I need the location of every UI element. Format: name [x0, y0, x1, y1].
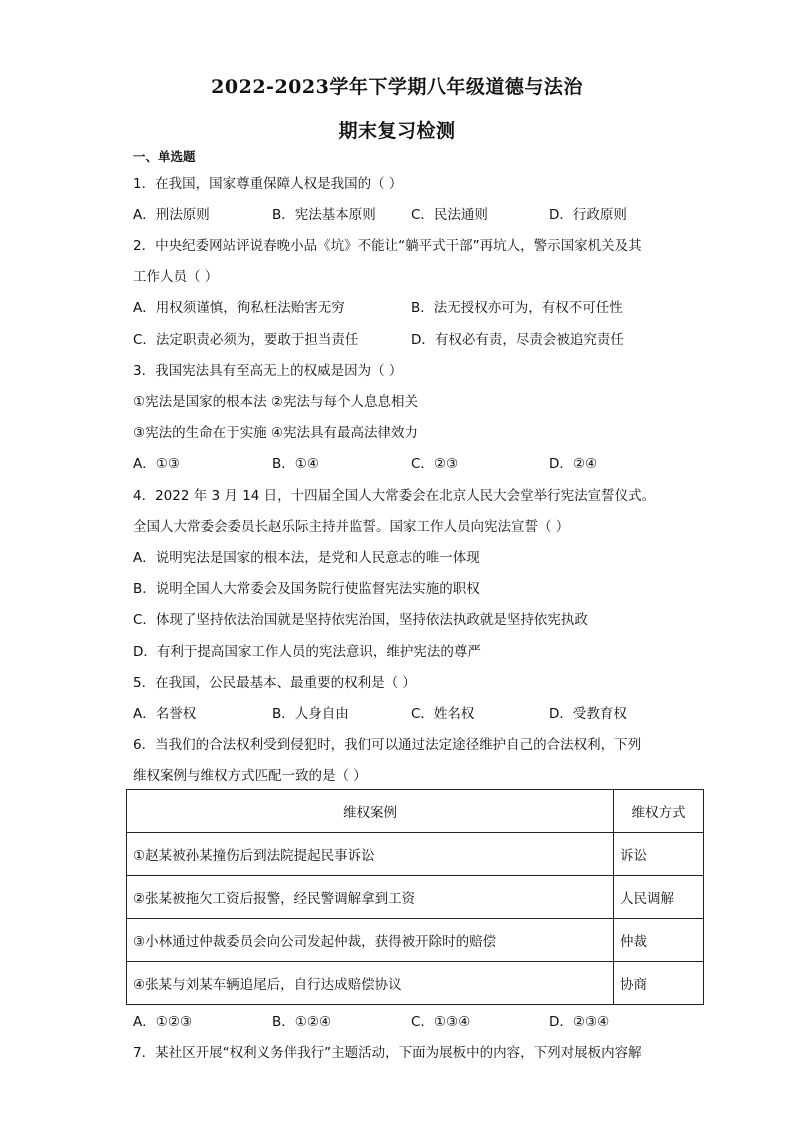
question-2-stem-line1: 2．中央纪委网站评说春晚小品《坑》不能让“躺平式干部”再坑人，警示国家机关及其	[133, 238, 642, 254]
q1-option-b: B．宪法基本原则	[272, 207, 376, 223]
section-heading: 一、单选题	[133, 149, 196, 164]
q4-option-d: D．有利于提高国家工作人员的宪法意识，维护宪法的尊严	[133, 644, 481, 660]
table-cell-method: 仲裁	[614, 919, 704, 962]
q2-option-d: D．有权必有责，尽责会被追究责任	[411, 332, 624, 348]
table-cell-method: 诉讼	[614, 833, 704, 876]
table-row	[127, 833, 704, 876]
question-4-stem-line1: 4．2022 年 3 月 14 日，十四届全国人大常委会在北京人民大会堂举行宪法宣誓仪式。	[133, 488, 656, 504]
table-cell-case: ②张某被拖欠工资后报警，经民警调解拿到工资	[127, 876, 614, 919]
table-cell-case: ③小林通过仲裁委员会向公司发起仲裁，获得被开除时的赔偿	[127, 919, 614, 962]
question-6-stem-line1: 6．当我们的合法权利受到侵犯时，我们可以通过法定途径维护自己的合法权利，下列	[133, 737, 642, 753]
q6-option-b: B．①②④	[272, 1014, 332, 1030]
q2-option-c: C．法定职责必须为，要敢于担当责任	[133, 332, 359, 348]
q4-option-a: A．说明宪法是国家的根本法，是党和人民意志的唯一体现	[133, 550, 480, 566]
q4-option-c: C．体现了坚持依法治国就是坚持依宪治国，坚持依法执政就是坚持依宪执政	[133, 612, 588, 628]
q3-option-b: B．①④	[272, 456, 319, 472]
q5-option-b: B．人身自由	[272, 706, 349, 722]
q6-option-c: C．①③④	[411, 1014, 471, 1030]
q3-option-c: C．②③	[411, 456, 459, 472]
q5-option-c: C．姓名权	[411, 706, 475, 722]
exam-title: 2022-2023学年下学期八年级道德与法治	[211, 76, 583, 98]
q4-option-b: B．说明全国人大常委会及国务院行使监督宪法实施的职权	[133, 581, 480, 597]
q3-option-a: A．①③	[133, 456, 180, 472]
q2-option-b: B．法无授权亦可为，有权不可任性	[411, 300, 623, 316]
table-row	[127, 962, 704, 1005]
question-6-stem-line2: 维权案例与维权方式匹配一致的是（ ）	[133, 768, 367, 784]
rights-cases-table	[126, 789, 704, 1005]
q6-option-d: D．②③④	[549, 1014, 610, 1030]
question-3-stem: 3．我国宪法具有至高无上的权威是因为（ ）	[133, 363, 403, 379]
exam-subtitle: 期末复习检测	[338, 120, 456, 142]
q5-option-a: A．名誉权	[133, 706, 197, 722]
question-5-stem: 5．在我国，公民最基本、最重要的权利是（ ）	[133, 675, 416, 691]
q1-option-d: D．行政原则	[549, 207, 627, 223]
table-row	[127, 919, 704, 962]
table-cell-method: 协商	[614, 962, 704, 1005]
table-header-method: 维权方式	[614, 790, 704, 833]
question-1-stem: 1．在我国，国家尊重保障人权是我国的（ ）	[133, 176, 403, 192]
question-7-stem-line1: 7．某社区开展“权利义务伴我行”主题活动，下面为展板中的内容，下列对展板内容解	[133, 1045, 642, 1061]
q3-option-d: D．②④	[549, 456, 598, 472]
q1-option-c: C．民法通则	[411, 207, 488, 223]
q6-option-a: A．①②③	[133, 1014, 193, 1030]
table-cell-method: 人民调解	[614, 876, 704, 919]
table-cell-case: ④张某与刘某车辆追尾后，自行达成赔偿协议	[127, 962, 614, 1005]
question-4-stem-line2: 全国人大常委会委员长赵乐际主持并监誓。国家工作人员向宪法宣誓（ ）	[133, 519, 570, 535]
q5-option-d: D．受教育权	[549, 706, 627, 722]
q3-items-line1: ①宪法是国家的根本法 ②宪法与每个人息息相关	[133, 394, 418, 410]
q3-items-line2: ③宪法的生命在于实施 ④宪法具有最高法律效力	[133, 425, 418, 441]
q1-option-a: A．刑法原则	[133, 207, 210, 223]
table-row	[127, 876, 704, 919]
table-header-row	[127, 790, 704, 833]
question-2-stem-line2: 工作人员（ ）	[133, 269, 219, 285]
table-header-case: 维权案例	[127, 790, 614, 833]
q2-option-a: A．用权须谨慎，徇私枉法贻害无穷	[133, 300, 345, 316]
table-cell-case: ①赵某被孙某撞伤后到法院提起民事诉讼	[127, 833, 614, 876]
